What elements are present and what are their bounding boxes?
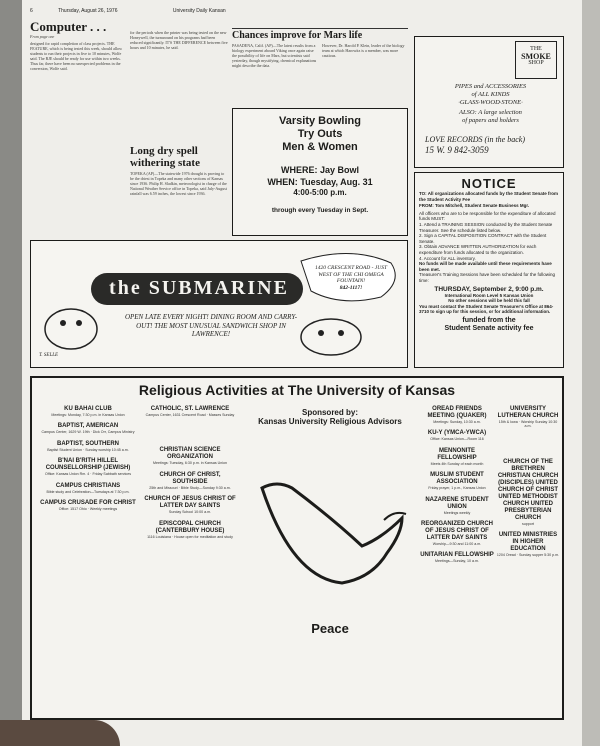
religious-entry [420,448,494,466]
entry-name: CHRISTIAN SCIENCE ORGANIZATION [159,447,221,461]
smoke-shop-name-1: THE [530,46,542,52]
religious-entry [38,458,138,476]
religious-title: Religious Activities at The University of Kansas [138,382,456,398]
mars-headline: Chances improve for Mars life [232,28,408,41]
entry-detail: Meetings weekly [443,510,471,515]
religious-col-1 [38,406,138,517]
left-character [45,309,97,349]
adjacent-page-edge [582,0,600,746]
entry-name: BAPTIST, SOUTHERN [56,440,119,447]
love-records: LOVE RECORDS (in the back) [425,135,525,144]
entry-name: B'NAI B'RITH HILLEL COUNSELLORSHIP (JEWISH) [45,458,131,472]
notice-title: NOTICE [461,176,517,191]
notice-ad [414,172,564,368]
entry-detail: 15th & Iowa · Worship Sunday 10:30 a.m. [498,420,558,429]
entry-detail: Meets 4th Sunday of each month [430,461,484,466]
smoke-shop-records [425,135,557,155]
religious-entry [420,521,494,546]
smoke-tag-3: ·GLASS·WOOD·STONE· [458,99,523,106]
notice-schedule-intro: Treasurer's Training Sessions have been scheduled for the following time: [419,272,556,283]
smoke-shop-name-2: SMOKE [521,52,551,61]
drought-text: TOPEKA (AP)—The statewide 1976 drought is proving to be the driest in Topeka and many other sections of Kansas since 1936. Philip H. Sladkin, meteorologist in charge of the National Weather Service office in Topeka, said July-August rainfall was 6.59 inches, the lowest since 1936. [130,171,227,196]
bowling-note: through every Tuesday in Sept. [271,207,369,214]
entry-name: CATHOLIC, ST. LAWRENCE [150,406,230,412]
entry-detail: Meetings—Sunday, 10 a.m. [434,559,480,564]
entry-name: KU BAHAI CLUB [64,406,112,412]
entry-name: CAMPUS CRUSADE FOR CHRIST [40,500,136,507]
entry-detail: Meetings: Monday, 7:30 p.m. in Kansas Union [51,413,125,417]
religious-entry [142,406,238,417]
page-header [30,8,574,14]
smoke-tag-1: PIPES and ACCESSORIES [454,83,527,90]
computer-headline: Computer . . . [30,19,107,34]
mars-text: PASADENA, Calif. (AP)—The latest results from a biology experiment aboard Viking once again raise the possibility of life on Mars, but scientists said yesterday, though mystifying, chemical explanations might describe the data. [232,43,317,68]
entry-name: KU-Y (YMCA-YWCA) [427,430,487,437]
bowling-time: 4:00-5:00 p.m. [293,188,347,197]
religious-entry [420,472,494,490]
entry-name: EPISCOPAL CHURCH (CANTERBURY HOUSE) [155,520,225,534]
entry-detail: Meetings: Sunday, 10:30 a.m. [433,420,481,424]
notice-contact: You must contact the Student Senate Treasurer's Office at 864-3710 to sign up for this session, or for additional information. [419,303,554,315]
notice-funded-1: funded from the [462,316,516,324]
religious-entry [38,406,138,417]
submarine-ad [30,240,408,368]
notice-nofunds: No funds will be made available until these requirements have been met. [419,261,552,272]
notice-item-1: 1. Attend a TRAINING SESSION conducted by the Student Senate Treasurer. See the schedule listed below. [419,221,553,233]
bowling-title-3: Men & Women [282,141,358,153]
sponsor-name: Kansas University Religious Advisors [258,417,402,426]
entry-name: UNIVERSITY LUTHERAN CHURCH [497,406,559,419]
submarine-artist: T. SELLE [39,353,59,358]
notice-session: THURSDAY, September 2, 9:00 p.m. [434,285,544,293]
mars-story [232,28,408,95]
entry-detail: Worship—9:30 and 11:00 a.m. [432,542,482,547]
religious-col-4 [496,406,560,564]
notice-from: FROM: Tom Mitchell, Student Senate Business Mgr. [419,203,530,209]
entry-detail: support [522,521,534,526]
notice-item-2: 2. Sign a CAPITAL DISPOSITION CONTRACT with the Student Senate. [419,233,547,244]
notice-item-4: 4. Account for ALL inventory. [419,255,476,261]
entry-detail: 25th and Missouri · Bible Study—Sunday 9:30 a.m. [149,485,231,490]
religious-activities-ad [30,376,564,720]
drought-story [130,145,228,239]
thumb-shadow [0,720,120,746]
computer-text-col2: for the periods when the printer was being tested on the new Honeywell, the turnaround on his programs had been reduced significantly. IT'S THE DIFFERENCE between five hours and 10 minutes, he said. [130,30,228,50]
notice-funded [419,317,559,333]
smoke-tag-4: ALSO: A large selection [459,109,522,116]
bowling-ad [232,108,408,236]
entry-name: UNITARIAN FELLOWSHIP [420,552,494,559]
entry-name: BAPTIST, AMERICAN [57,423,119,430]
peace-label: Peace [311,621,349,636]
smoke-tag-2: of ALL KINDS [471,91,510,98]
religious-entry [142,472,238,490]
entry-detail: Meetings: Tuesday, 6:30 p.m. in Kansas Union [152,461,228,466]
smoke-shop-address: 15 W. 9 842-3059 [425,145,489,155]
newspaper-page [22,0,582,746]
entry-detail: Sunday School 10:00 a.m. [168,510,212,515]
page-number: 6 [30,8,33,14]
notice-room: International Room Level 5 Kansas Union [444,292,534,298]
religious-entry [142,496,238,514]
submarine-bubble [315,265,387,291]
notice-to: TO: All organizations allocated funds by the Student Senate from the Student Activity Fee [419,191,559,202]
entry-detail: Friday prayer, 1 p.m., Kansas Union [428,486,486,491]
religious-entry [420,406,494,424]
computer-text: designed for rapid completion of class projects. THE FEATURE, which is being tested this week, should allow students to run their projects in five to 10 minutes, Wolfe said. The RJE should be ready for use within two weeks. Thus far, there have been no unexpected problems in the conversion, Wolfe said. [30,41,122,71]
religious-col-2 [142,406,238,545]
smoke-shop-ad [414,36,564,168]
entry-detail: Campus Center, 1631 Crescent Road · Masses Sunday [145,413,235,417]
entry-detail: Office: 1517 Ohio · Weekly meetings [58,507,118,512]
entry-name: UNITED MINISTRIES IN HIGHER EDUCATION [498,532,558,553]
notice-intro: All officers who are to be responsible for the expenditure of allocated funds MUST: [419,210,556,222]
submarine-phone: 842-1117! [339,284,363,291]
smoke-shop-logo [515,41,557,79]
entry-name: CAMPUS CHRISTIANS [55,482,121,489]
entry-name: CHURCH OF THE BRETHREN CHRISTIAN CHURCH (DISCIPLES) UNITED CHURCH OF CHRIST UNITED METHODIST CHURCH UNITED PRESBYTERIAN CHURCH [497,458,559,521]
bowling-when: WHEN: Tuesday, Aug. 31 [267,177,373,187]
entry-name: MENNONITE FELLOWSHIP [437,447,477,461]
smoke-tag-5: of papers and holders [462,117,519,124]
smoke-shop-name-3: SHOP [528,60,544,66]
page-date: Thursday, August 26, 1976 [58,8,118,14]
sponsor-label: Sponsored by: [301,408,358,417]
submarine-illustration [31,241,406,366]
religious-entry [38,483,138,494]
drought-headline: Long dry spell withering state [130,145,200,169]
religious-entry [38,423,138,434]
religious-entry [496,459,560,526]
notice-item-3: 3. Obtain ADVANCE WRITTEN AUTHORIZATION for each expenditure from funds allocated to the organization. [419,244,537,255]
submarine-tagline: OPEN LATE EVERY NIGHT! DINING ROOM AND CARRY-OUT! THE MOST UNUSUAL SANDWICH SHOP IN LAWRENCE! [124,313,298,338]
entry-name: CHURCH OF CHRIST, SOUTHSIDE [159,471,221,485]
entry-name: NAZARENE STUDENT UNION [425,496,489,510]
right-character [301,319,361,355]
notice-no-other: No other sessions will be held this fall [448,298,530,304]
religious-entry [142,521,238,539]
computer-lead: From page one [30,34,55,39]
religious-sponsor [240,408,420,426]
mars-text-col2: However, Dr. Harold P. Klein, leader of the biology team at which Harowitz is a member, was more cautious. [322,43,405,58]
submarine-name: the SUBMARINE [109,277,289,299]
notice-funded-2: Student Senate activity fee [444,324,534,332]
entry-name: MUSLIM STUDENT ASSOCIATION [430,472,484,486]
bowling-title-1: Varsity Bowling [279,115,361,127]
entry-detail: Bible study and Celebration—Tuesdays at 7:30 p.m. [46,489,130,494]
religious-entry [420,497,494,515]
religious-entry [38,441,138,452]
entry-detail: Office: Kansas Union Rm. 4 · Friday Sabbath services [44,472,132,477]
submarine-address: 1420 CRESCENT ROAD - JUST WEST OF THE CHI OMEGA FOUNTAIN! [315,265,388,284]
religious-entry [420,552,494,563]
entry-name: REORGANIZED CHURCH OF JESUS CHRIST OF LATTER DAY SAINTS [421,521,493,542]
entry-name: CHURCH OF JESUS CHRIST OF LATTER DAY SAINTS [144,496,236,510]
dove-icon [252,458,412,598]
entry-detail: 1204 Oread · Sunday supper 5:30 p.m. [496,553,560,558]
religious-entry [420,430,494,441]
bowling-where: WHERE: Jay Bowl [280,165,359,175]
religious-entry [38,500,138,511]
entry-detail: 1116 Louisiana · House open for meditation and study [147,534,233,539]
paper-name: University Daily Kansan [172,8,226,14]
bowling-title-2: Try Outs [297,128,343,140]
entry-detail: Campus Center, 1629 W. 19th · Dick Orr, Campus Ministry [41,430,135,435]
entry-detail: Baptist Student Union · Sunday worship 10:45 a.m. [47,447,129,452]
computer-story [30,20,126,227]
entry-detail: Office: Kansas Union—Room 116 [430,437,484,442]
religious-entry [496,406,560,429]
smoke-shop-tagline [423,83,558,125]
religious-entry [496,532,560,557]
religious-col-3 [420,406,494,570]
entry-name: OREAD FRIENDS MEETING (QUAKER) [427,406,487,419]
religious-entry [142,447,238,465]
